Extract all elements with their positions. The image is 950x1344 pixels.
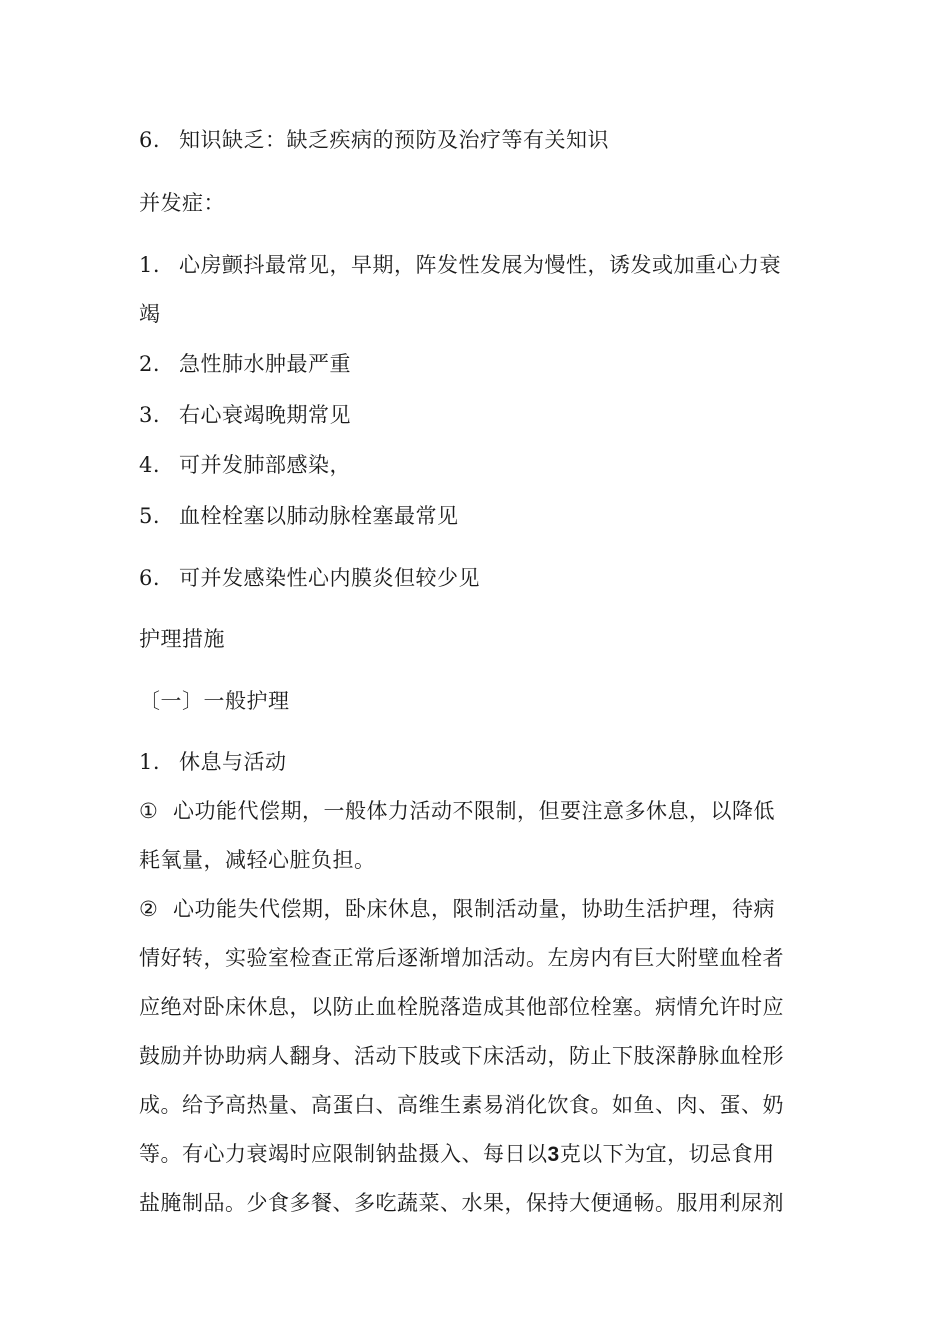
paragraph-2-line: 鼓励并协助病人翻身、活动下肢或下床活动，防止下肢深静脉血栓形 (139, 1044, 784, 1068)
complication-item (139, 350, 351, 378)
circled-number-2: ② (139, 897, 159, 921)
complication-item-continuation: 竭 (139, 302, 161, 326)
item-number: 6. (139, 566, 161, 590)
knowledge-deficit-item (139, 126, 609, 154)
item-text: 休息与活动 (179, 750, 287, 774)
item-number: 6. (139, 128, 161, 152)
item-number: 3. (139, 403, 161, 427)
paragraph-2-line: 盐腌制品。少食多餐、多吃蔬菜、水果，保持大便通畅。服用利尿剂 (139, 1191, 784, 1215)
item-text: 可并发感染性心内膜炎但较少见 (179, 566, 480, 590)
item-text: 知识缺乏：缺乏疾病的预防及治疗等有关知识 (179, 128, 609, 152)
paragraph-2-line: 成。给予高热量、高蛋白、高维生素易消化饮食。如鱼、肉、蛋、奶 (139, 1093, 784, 1117)
complication-item (139, 502, 459, 530)
item-number: 4. (139, 453, 161, 477)
item-number: 5. (139, 504, 161, 528)
complication-item (139, 251, 781, 279)
general-care-heading: 〔一〕一般护理 (139, 689, 290, 713)
complications-heading: 并发症： (139, 191, 225, 215)
complication-item (139, 401, 351, 429)
circled-number-1: ① (139, 799, 159, 823)
item-number: 1. (139, 253, 161, 277)
paragraph-1-line-2: 耗氧量，减轻心脏负担。 (139, 848, 376, 872)
complication-item (139, 564, 480, 592)
item-text: 右心衰竭晚期常见 (179, 403, 351, 427)
item-number: 2. (139, 352, 161, 376)
paragraph-2-line-1: ② 心功能失代偿期，卧床休息，限制活动量，协助生活护理，待病 (139, 897, 775, 921)
paragraph-2-line: 应绝对卧床休息，以防止血栓脱落造成其他部位栓塞。病情允许时应 (139, 995, 784, 1019)
salt-restriction-line: 等。有心力衰竭时应限制钠盐摄入、每日以3克以下为宜，切忌食用 (139, 1142, 775, 1166)
item-text: 血栓栓塞以肺动脉栓塞最常见 (179, 504, 459, 528)
nursing-measures-heading: 护理措施 (139, 627, 225, 651)
item-number: 1. (139, 750, 161, 774)
paragraph-2-line: 情好转，实验室检查正常后逐渐增加活动。左房内有巨大附壁血栓者 (139, 946, 784, 970)
rest-activity-item (139, 748, 287, 776)
item-text: 可并发肺部感染， (179, 453, 351, 477)
item-text: 急性肺水肿最严重 (179, 352, 351, 376)
salt-amount: 3 (547, 1143, 560, 1166)
paragraph-1-line-1: ① 心功能代偿期，一般体力活动不限制，但要注意多休息，以降低 (139, 799, 775, 823)
item-text: 心房颤抖最常见，早期，阵发性发展为慢性，诱发或加重心力衰 (179, 253, 781, 277)
complication-item (139, 451, 351, 479)
